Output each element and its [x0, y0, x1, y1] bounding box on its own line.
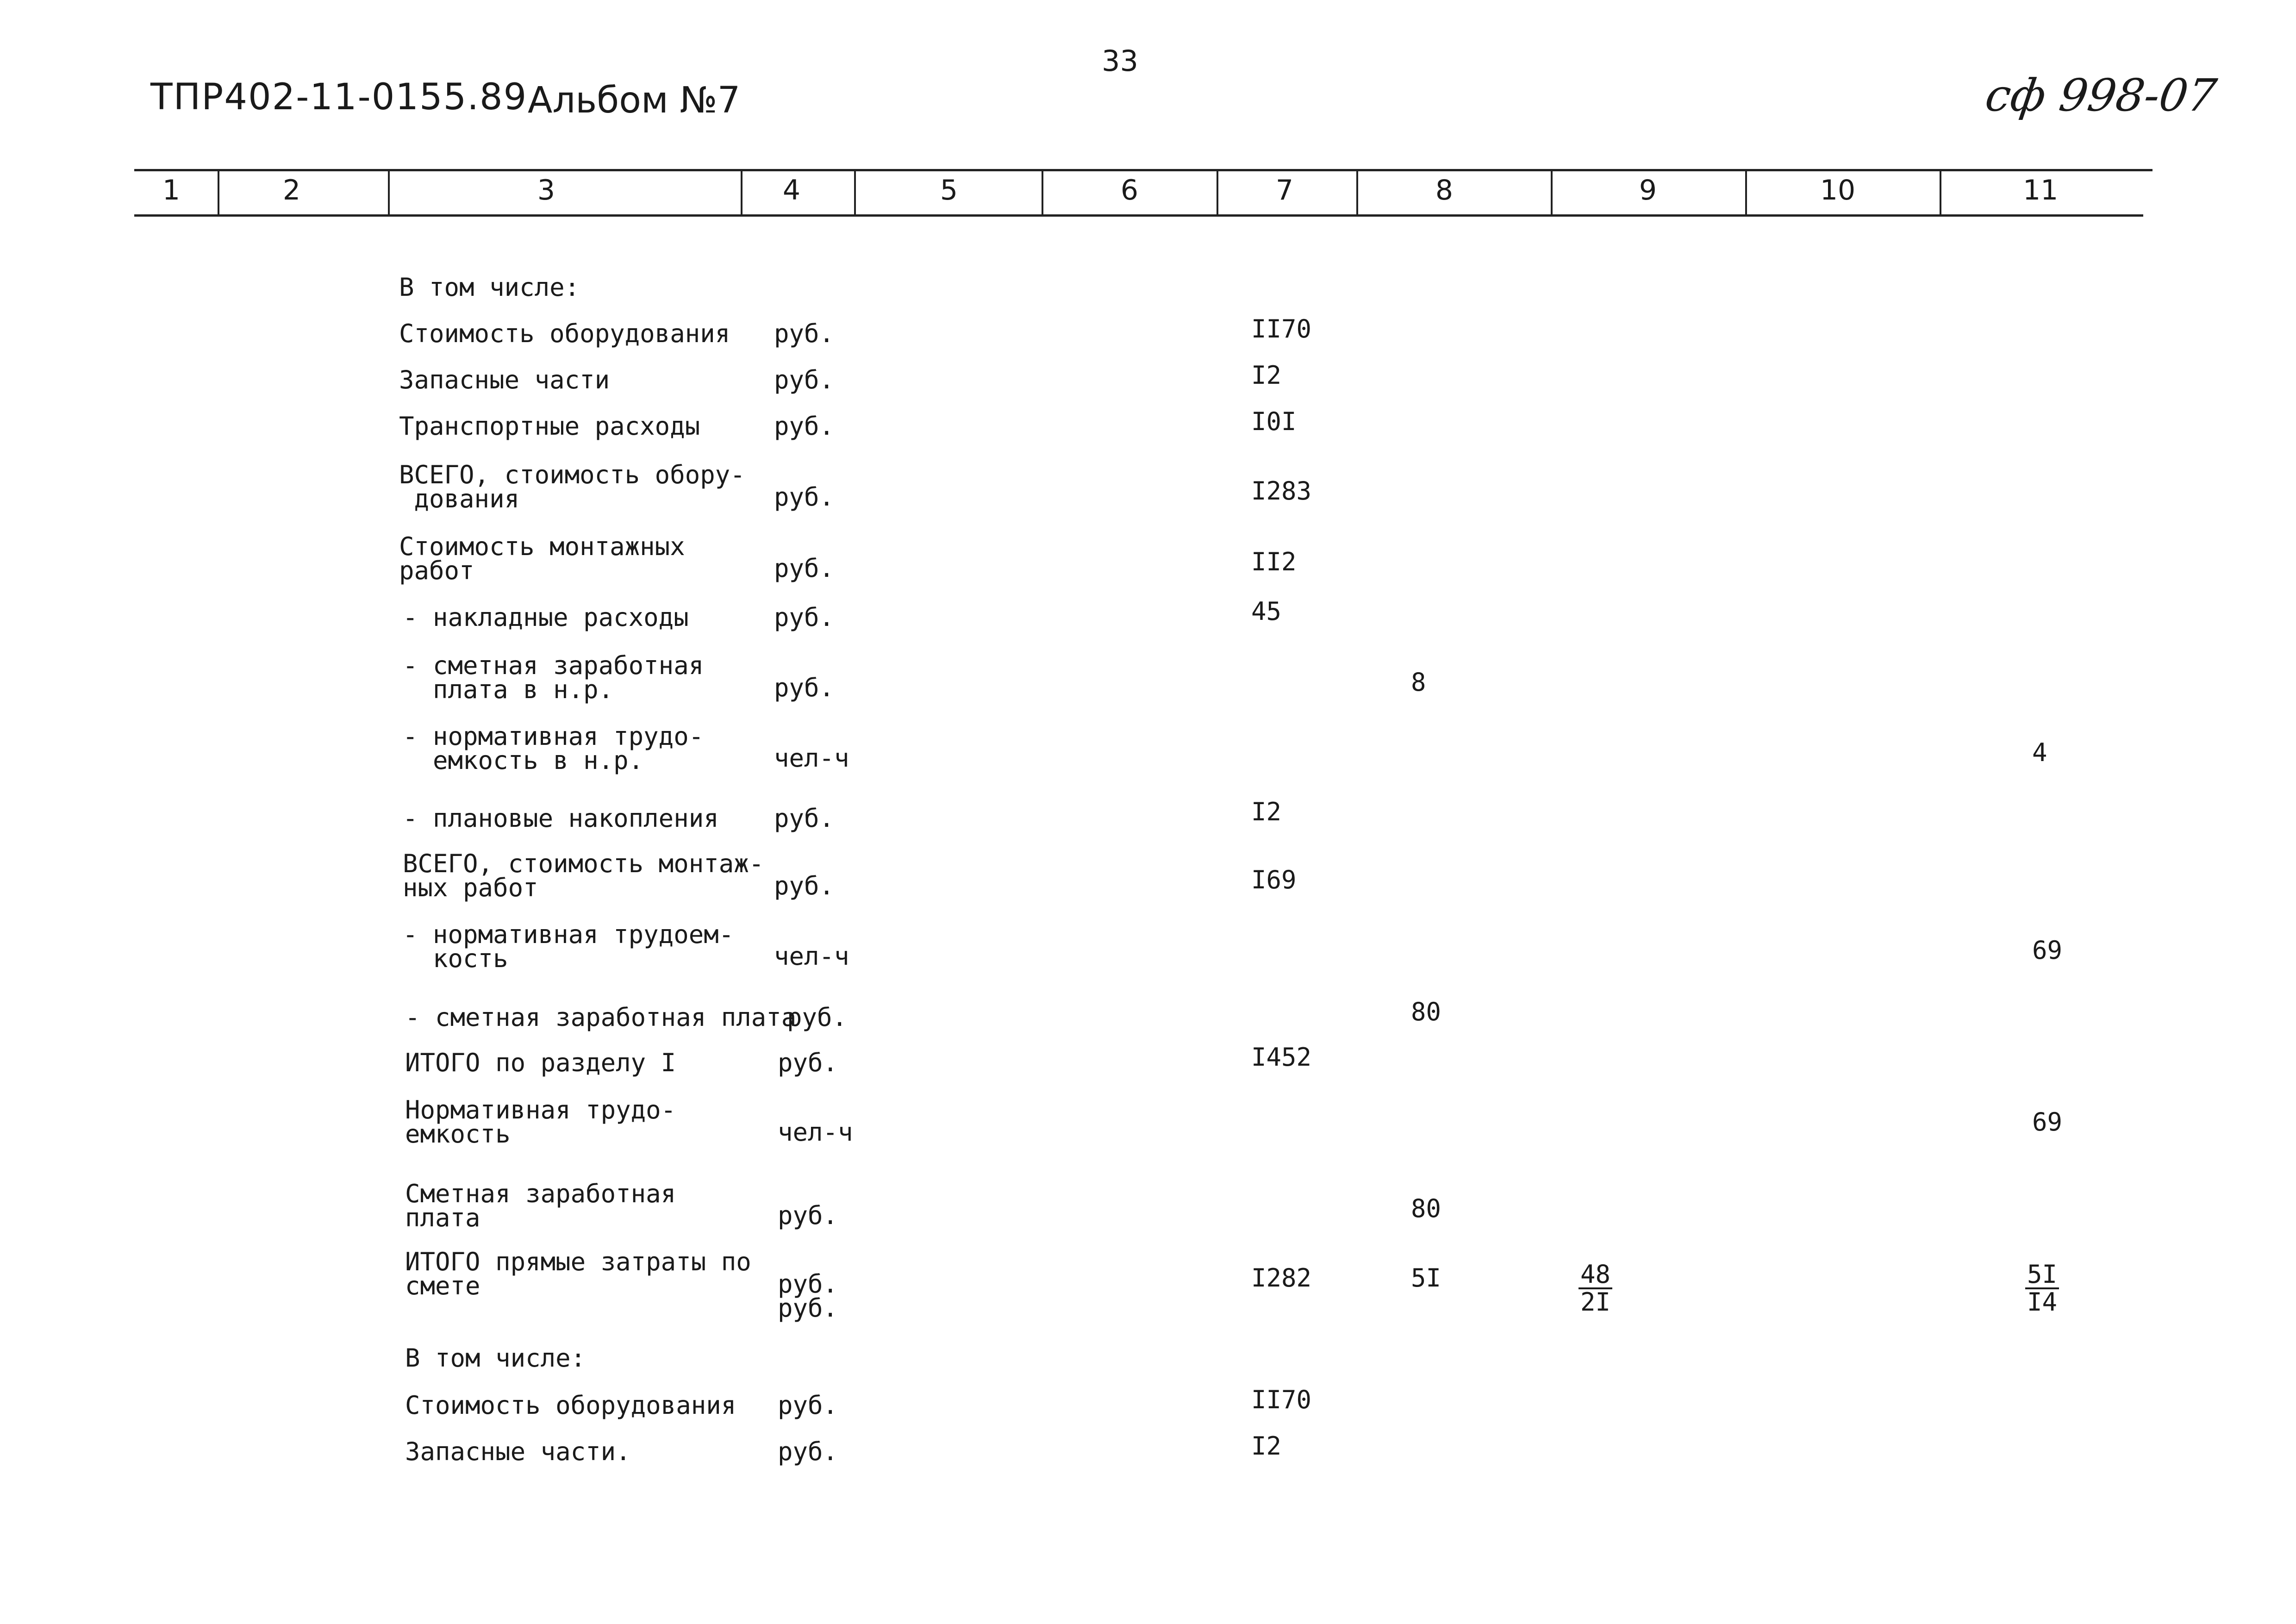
row-col8-value: 80 — [1411, 997, 1441, 1026]
column-header-10: 10 — [1820, 174, 1856, 206]
row-label: - плановые накопления — [403, 804, 719, 833]
column-separator — [1042, 169, 1043, 215]
row-col11-value: 69 — [2032, 1107, 2063, 1137]
row-col7-value: 45 — [1251, 597, 1282, 626]
row-col11-value: 4 — [2032, 738, 2047, 767]
column-header-bottom-rule — [134, 214, 2143, 217]
row-col11-fraction — [2025, 1262, 2059, 1315]
row-unit: руб. — [774, 554, 835, 583]
row-col7-value: I282 — [1251, 1263, 1312, 1293]
column-separator — [1356, 169, 1358, 215]
column-header-1: 1 — [162, 174, 181, 206]
column-separator — [388, 169, 390, 215]
column-header-7: 7 — [1275, 174, 1294, 206]
column-separator — [1551, 169, 1553, 215]
column-header-9: 9 — [1639, 174, 1657, 206]
row-col7-value: I69 — [1251, 865, 1297, 894]
row-label: - нормативная трудоем- кость — [403, 920, 734, 973]
row-unit: руб. — [778, 1391, 838, 1420]
row-unit: руб. — [774, 804, 835, 833]
row-label: - сметная заработная плата — [405, 1003, 797, 1032]
column-header-11: 11 — [2023, 174, 2059, 206]
row-col7-value: I2 — [1251, 361, 1282, 390]
row-label: Транспортные расходы — [399, 412, 700, 441]
row-label: ВСЕГО, стоимость обору- дования — [399, 460, 745, 513]
row-col8-value: 5I — [1411, 1263, 1441, 1293]
column-header-2: 2 — [282, 174, 301, 206]
row-unit: руб. — [778, 1201, 838, 1230]
album-number: Альбом №7 — [528, 80, 741, 121]
row-unit: руб. — [774, 412, 835, 441]
document-code: ТПР402-11-0155.89 — [150, 76, 528, 118]
row-label: Запасные части — [399, 365, 610, 394]
row-col11-value: 69 — [2032, 936, 2063, 965]
row-label: ВСЕГО, стоимость монтаж- ных работ — [403, 849, 764, 902]
column-separator — [1745, 169, 1747, 215]
row-label: ИТОГО по разделу I — [405, 1048, 676, 1077]
row-label: - нормативная трудо- емкость в н.р. — [403, 722, 704, 775]
sheet-code: сф 998-07 — [1982, 69, 2220, 121]
row-unit: руб. — [774, 673, 835, 702]
row-unit: руб. — [774, 603, 835, 632]
row-col9-fraction — [1578, 1262, 1612, 1315]
page-number: 33 — [1102, 44, 1138, 78]
row-label: В том числе: — [405, 1343, 586, 1373]
row-col7-value: II2 — [1251, 547, 1297, 576]
column-header-6: 6 — [1120, 174, 1139, 206]
column-header-8: 8 — [1435, 174, 1454, 206]
row-col8-value: 80 — [1411, 1194, 1441, 1223]
fraction-numerator: 48 — [1578, 1262, 1612, 1289]
row-col7-value: I2 — [1251, 797, 1282, 826]
column-separator — [741, 169, 742, 215]
row-unit: руб. — [778, 1048, 838, 1077]
fraction-numerator: 5I — [2025, 1262, 2059, 1289]
row-unit: руб. — [774, 319, 835, 348]
row-label: Стоимость оборудования — [405, 1391, 736, 1420]
column-separator — [854, 169, 856, 215]
row-col7-value: I2 — [1251, 1431, 1282, 1461]
row-unit: чел-ч — [774, 942, 849, 971]
row-unit: руб. — [774, 365, 835, 394]
row-label: ИТОГО прямые затраты по смете — [405, 1247, 751, 1300]
row-label: Нормативная трудо- емкость — [405, 1095, 676, 1149]
row-unit: руб. — [774, 482, 835, 512]
row-label: Сметная заработная плата — [405, 1179, 676, 1232]
row-unit: чел-ч — [778, 1118, 853, 1147]
row-label: Стоимость монтажных работ — [399, 532, 685, 585]
column-header-4: 4 — [782, 174, 801, 206]
row-label: Стоимость оборудования — [399, 319, 730, 348]
column-header-5: 5 — [940, 174, 958, 206]
row-col8-value: 8 — [1411, 668, 1426, 697]
row-label: - накладные расходы — [403, 603, 689, 632]
row-unit: руб. руб. — [778, 1269, 838, 1323]
row-unit: руб. — [774, 871, 835, 900]
row-label: Запасные части. — [405, 1437, 631, 1466]
row-col7-value: I452 — [1251, 1043, 1312, 1072]
column-separator — [218, 169, 219, 215]
row-unit: руб. — [787, 1003, 848, 1032]
column-separator — [1217, 169, 1218, 215]
column-separator — [1940, 169, 1941, 215]
row-col7-value: II70 — [1251, 314, 1312, 344]
row-unit: руб. — [778, 1437, 838, 1466]
row-col7-value: II70 — [1251, 1385, 1312, 1414]
fraction-denominator: I4 — [2027, 1287, 2058, 1317]
column-header-top-rule — [134, 169, 2152, 171]
row-col7-value: I283 — [1251, 476, 1312, 506]
column-header-3: 3 — [537, 174, 555, 206]
row-label: В том числе: — [399, 273, 580, 302]
row-unit: чел-ч — [774, 743, 849, 773]
row-label: - сметная заработная плата в н.р. — [403, 651, 704, 704]
fraction-denominator: 2I — [1580, 1287, 1611, 1317]
row-col7-value: I0I — [1251, 407, 1297, 436]
